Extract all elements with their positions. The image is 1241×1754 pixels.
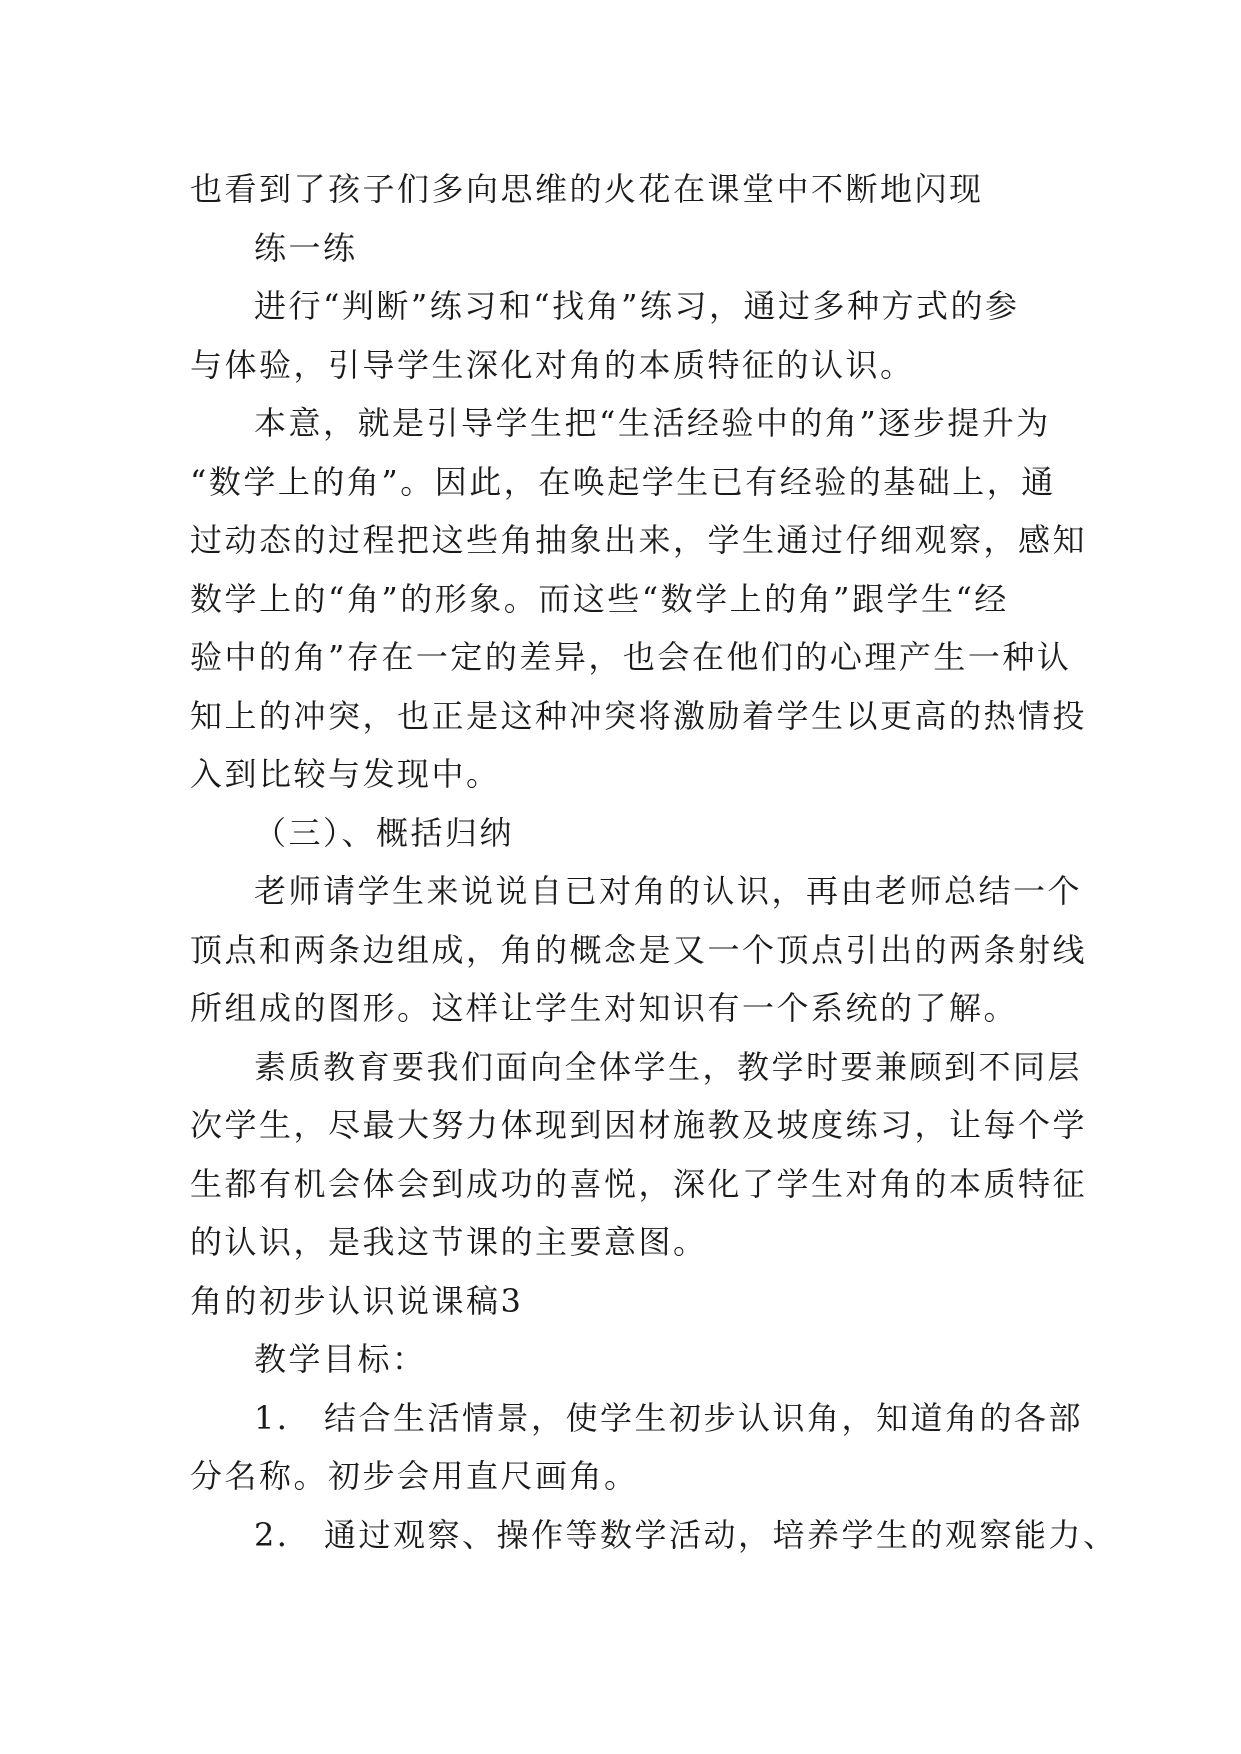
section-heading: 练一练: [254, 228, 358, 267]
paragraph-line: 本意，就是引导学生把“生活经验中的角”逐步提升为: [254, 404, 1051, 442]
section-heading: （三）、概括归纳: [254, 813, 515, 852]
document-page: [190, 160, 1118, 1564]
paragraph-line: 与体验，引导学生深化对角的本质特征的认识。: [190, 345, 915, 384]
document-title: 角的初步认识说课稿3: [190, 1281, 524, 1320]
section-heading: 教学目标：: [254, 1340, 427, 1378]
paragraph-line: 所组成的图形。这样让学生对知识有一个系统的了解。: [190, 989, 1019, 1027]
paragraph-line: 次学生，尽最大努力体现到因材施教及坡度练习，让每个学: [190, 1106, 1088, 1144]
paragraph-line: 的认识，是我这节课的主要意图。: [190, 1223, 708, 1261]
paragraph-line: 也看到了孩子们多向思维的火花在课堂中不断地闪现: [190, 170, 984, 208]
paragraph-line: 老师请学生来说说自已对角的认识，再由老师总结一个: [254, 872, 1083, 910]
paragraph-line: “数学上的角”。因此，在唤起学生已有经验的基础上，通: [190, 462, 1056, 501]
paragraph-line: 顶点和两条边组成，角的概念是又一个顶点引出的两条射线: [190, 930, 1088, 969]
paragraph-line: 进行“判断”练习和“找角”练习，通过多种方式的参: [254, 287, 1020, 325]
paragraph-line: 生都有机会体会到成功的喜悦，深化了学生对角的本质特征: [190, 1164, 1088, 1203]
paragraph-line: 素质教育要我们面向全体学生，教学时要兼顾到不同层: [254, 1047, 1083, 1086]
list-item: 2． 通过观察、操作等数学活动，培养学生的观察能力、: [254, 1515, 1118, 1554]
paragraph-line: 知上的冲突，也正是这种冲突将激励着学生以更高的热情投: [190, 696, 1088, 735]
list-item-continuation: 分名称。初步会用直尺画角。: [190, 1457, 639, 1495]
list-item: 1． 结合生活情景，使学生初步认识角，知道角的各部: [254, 1398, 1084, 1437]
paragraph-line: 过动态的过程把这些角抽象出来，学生通过仔细观察，感知: [190, 521, 1088, 559]
paragraph-line: 入到比较与发现中。: [190, 755, 501, 793]
paragraph-line: 验中的角”存在一定的差异，也会在他们的心理产生一种认: [190, 638, 1072, 676]
paragraph-line: 数学上的“角”的形象。而这些“数学上的角”跟学生“经: [190, 579, 1009, 618]
